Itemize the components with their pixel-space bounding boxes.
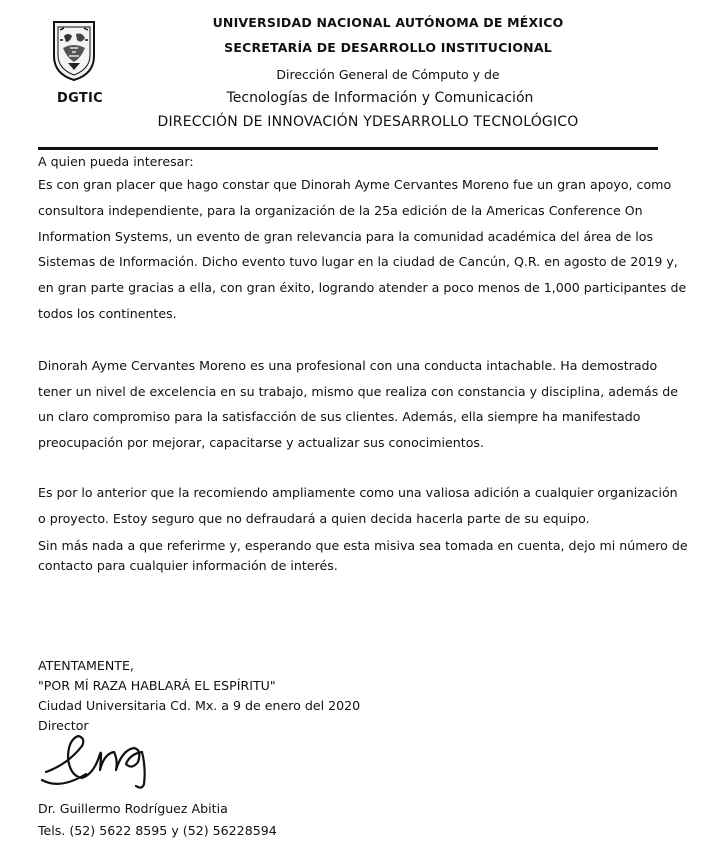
signatory-block bbox=[38, 798, 277, 842]
letterhead bbox=[0, 0, 720, 150]
contact-phones: Tels. (52) 5622 8595 y (52) 56228594 bbox=[38, 823, 277, 838]
paragraph-4: Sin más nada a que referirme y, esperando que esta misiva sea tomada en cuenta, dejo mi número de contacto para cualquier información de interés. bbox=[38, 537, 688, 573]
paragraph-1: Es con gran placer que hago constar que Dinorah Ayme Cervantes Moreno fue un gran apoyo, como consultora independiente, para la organización de la 25a edición de la Americas Conference On Information Systems, un evento de gran relevancia para la comunidad académica del área de los Sistemas de Información. Dicho evento tuvo lugar en la ciudad de Cancún, Q.R. en agosto de 2019 y, en gran parte gracias a ella, con gran éxito, logrando atender a poco menos de 1,000 participantes de todos los continentes. bbox=[38, 177, 687, 321]
department-name: DIRECCIÓN DE INNOVACIÓN YDESARROLLO TECNOLÓGICO bbox=[157, 114, 579, 130]
handwritten-signature-icon bbox=[38, 724, 168, 796]
directorate-line-1: Dirección General de Cómputo y de bbox=[276, 67, 500, 82]
salutation: ATENTAMENTE, bbox=[38, 658, 134, 673]
letter-body bbox=[38, 152, 688, 576]
motto: "POR MÍ RAZA HABLARÁ EL ESPÍRITU" bbox=[38, 678, 276, 693]
signatory-title: Director bbox=[38, 718, 89, 733]
greeting: A quien pueda interesar: bbox=[38, 154, 194, 169]
university-name: UNIVERSIDAD NACIONAL AUTÓNOMA DE MÉXICO bbox=[212, 15, 564, 30]
directorate-line-2: Tecnologías de Información y Comunicación bbox=[226, 90, 534, 106]
paragraph-3: Es por lo anterior que la recomiendo ampliamente como una valiosa adición a cualquier organización o proyecto. Estoy seguro que no defraudará a quien decida hacerla parte de su equipo. bbox=[38, 484, 678, 526]
dgtic-label: DGTIC bbox=[57, 91, 103, 106]
header-divider bbox=[38, 147, 658, 150]
place-date: Ciudad Universitaria Cd. Mx. a 9 de enero del 2020 bbox=[38, 698, 361, 713]
paragraph-2: Dinorah Ayme Cervantes Moreno es una profesional con una conducta intachable. Ha demostrado tener un nivel de excelencia en su trabajo, mismo que realiza con constancia y disciplina, además de un claro compromiso para la satisfacción de sus clientes. Además, ella siempre ha manifestado preocupación por mejorar, capacitarse y actualizar sus conocimientos. bbox=[38, 357, 679, 451]
secretariat-name: SECRETARÍA DE DESARROLLO INSTITUCIONAL bbox=[224, 40, 552, 55]
signatory-name: Dr. Guillermo Rodríguez Abitia bbox=[38, 801, 228, 816]
